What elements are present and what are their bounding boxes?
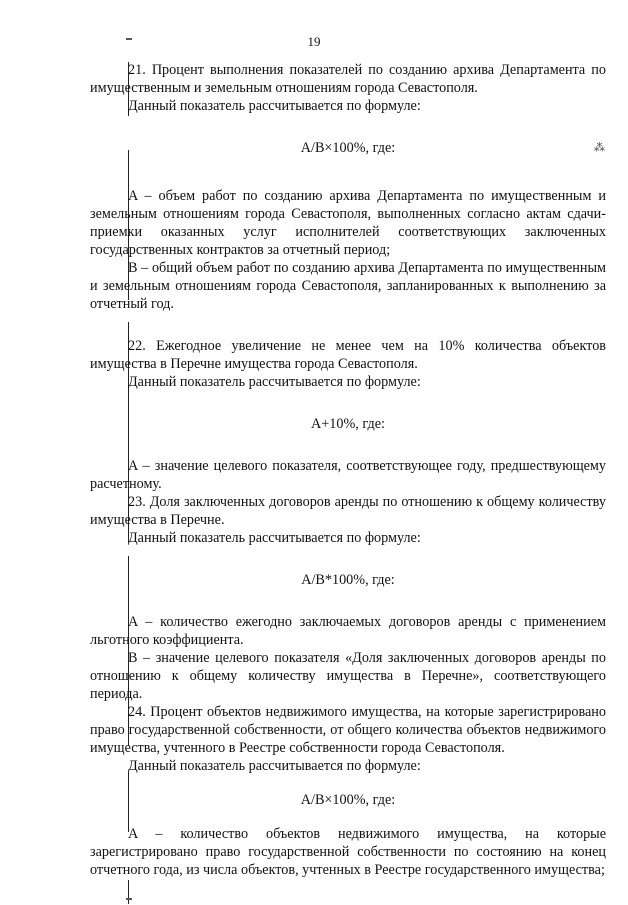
page-number: 19 xyxy=(307,34,321,49)
formula: A/B×100%, где: xyxy=(300,792,396,808)
document-body xyxy=(90,61,606,879)
paragraph: B – общий объем работ по созданию архива Департамента по имущественным и земельным отношениям города Севастополя, запланированных к выполнению за отчетный год. xyxy=(90,260,606,312)
paragraph: 23. Доля заключенных договоров аренды по отношению к общему количеству имущества в Перечне. xyxy=(90,494,606,528)
paragraph: A – значение целевого показателя, соответствующее году, предшествующему расчетному. xyxy=(90,458,606,492)
paragraph: 22. Ежегодное увеличение не менее чем на 10% количества объектов имущества в Перечне имущества города Севастополя. xyxy=(90,338,606,372)
scan-mark-artifact: ⁂ xyxy=(594,142,605,154)
paragraph: Данный показатель рассчитывается по формуле: xyxy=(128,374,421,390)
formula: A/B*100%, где: xyxy=(301,572,395,588)
paragraph: Данный показатель рассчитывается по формуле: xyxy=(128,530,421,546)
formula: A/B×100%, где: xyxy=(300,140,396,156)
formula: A+10%, где: xyxy=(311,416,385,432)
paragraph: 21. Процент выполнения показателей по созданию архива Департамента по имущественным и земельным отношениям города Севастополя. xyxy=(90,62,606,96)
paragraph: Данный показатель рассчитывается по формуле: xyxy=(128,758,421,774)
paragraph: B – значение целевого показателя «Доля заключенных договоров аренды по отношению к общему количеству имущества в Перечне», соответствующего периода. xyxy=(90,650,606,702)
paragraph: 24. Процент объектов недвижимого имущества, на которые зарегистрировано право государственной собственности, от общего количества объектов недвижимого имущества, учтенного в Реестре собственности города Севастополя. xyxy=(90,704,606,756)
scan-tick-artifact xyxy=(126,38,132,40)
paragraph: A – объем работ по созданию архива Департамента по имущественным и земельным отношениям города Севастополя, выполненных согласно актам сдачи-приемки оказанных услуг исполнителей соответствующих заключенных государственных контрактов за отчетный период; xyxy=(90,188,606,258)
paragraph: A – количество ежегодно заключаемых договоров аренды с применением льготного коэффициента. xyxy=(90,614,606,648)
paragraph: Данный показатель рассчитывается по формуле: xyxy=(128,98,421,114)
paragraph: A – количество объектов недвижимого имущества, на которые зарегистрировано право государственной собственности по состоянию на конец отчетного года, из числа объектов, учтенных в Реестре государственного имущества; xyxy=(90,826,606,878)
scan-line-artifact xyxy=(128,880,129,904)
scan-tick-artifact xyxy=(126,898,132,900)
